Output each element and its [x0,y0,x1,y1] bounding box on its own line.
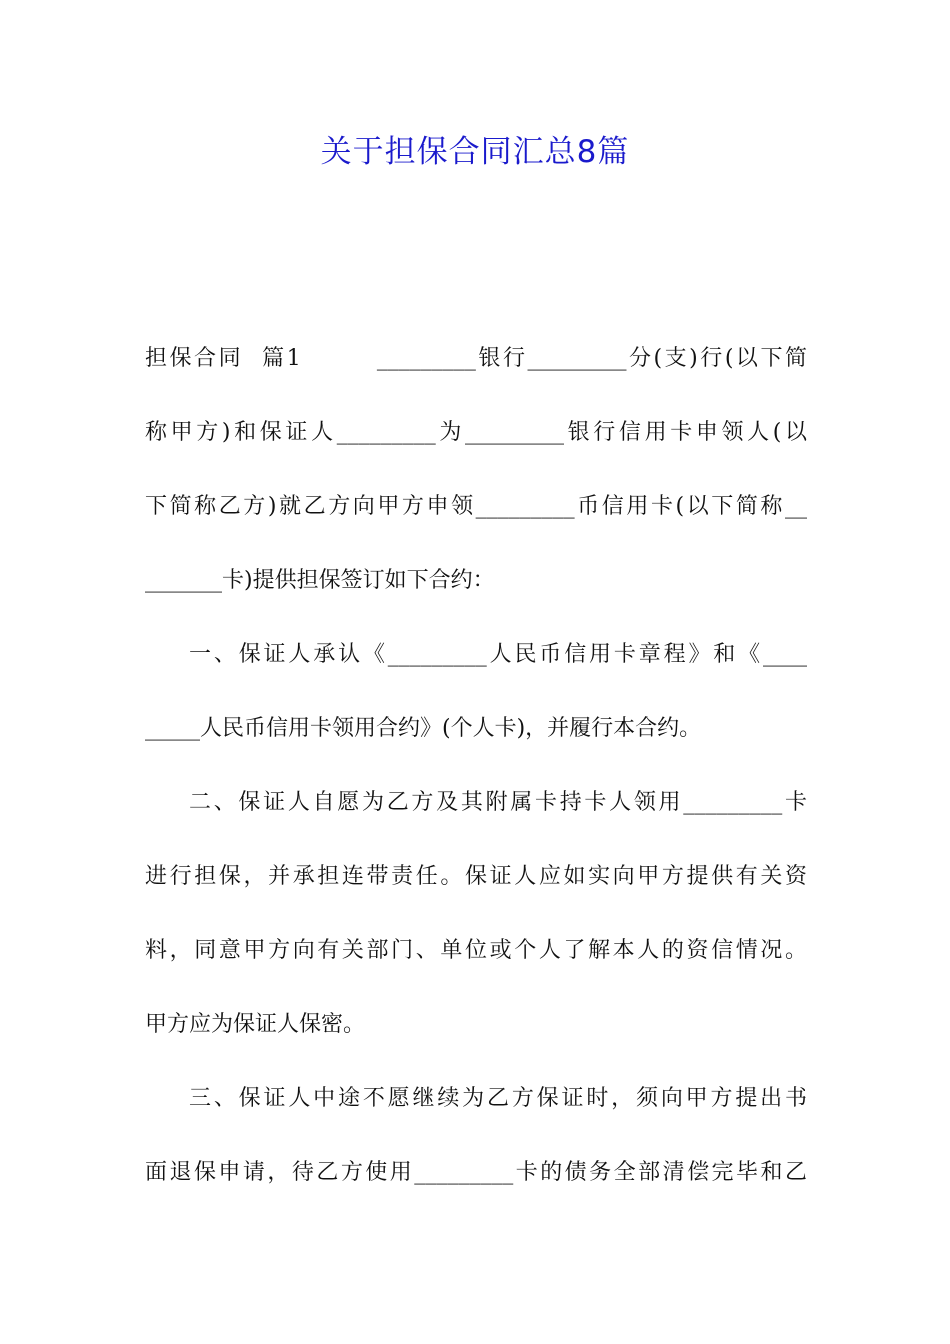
text-line: 三、保证人中途不愿继续为乙方保证时，须向甲方提出书 [189,1086,807,1111]
text-line: _______卡)提供担保签订如下合约： [145,568,495,593]
text-line: 面退保申请，待乙方使用_________卡的债务全部清偿完毕和乙 [145,1160,807,1185]
document-body [145,334,807,1222]
text-line: 下简称乙方)就乙方向甲方申领_________币信用卡(以下简称__ [145,494,807,519]
text-line: _____人民币信用卡领用合约》(个人卡)，并履行本合约。 [145,716,702,741]
text-line: 甲方应为保证人保密。 [145,1012,366,1037]
text-line: 担保合同 篇1 _________银行_________分(支)行(以下简 [145,346,807,371]
text-line: 称甲方)和保证人_________为_________银行信用卡申领人(以 [145,420,807,445]
text-line: 料，同意甲方向有关部门、单位或个人了解本人的资信情况。 [145,938,807,963]
text-line: 进行担保，并承担连带责任。保证人应如实向甲方提供有关资 [145,864,807,889]
document-title: 关于担保合同汇总8篇 [320,134,630,170]
text-line: 二、保证人自愿为乙方及其附属卡持卡人领用_________卡 [189,790,807,815]
text-line: 一、保证人承认《_________人民币信用卡章程》和《____ [189,642,807,667]
